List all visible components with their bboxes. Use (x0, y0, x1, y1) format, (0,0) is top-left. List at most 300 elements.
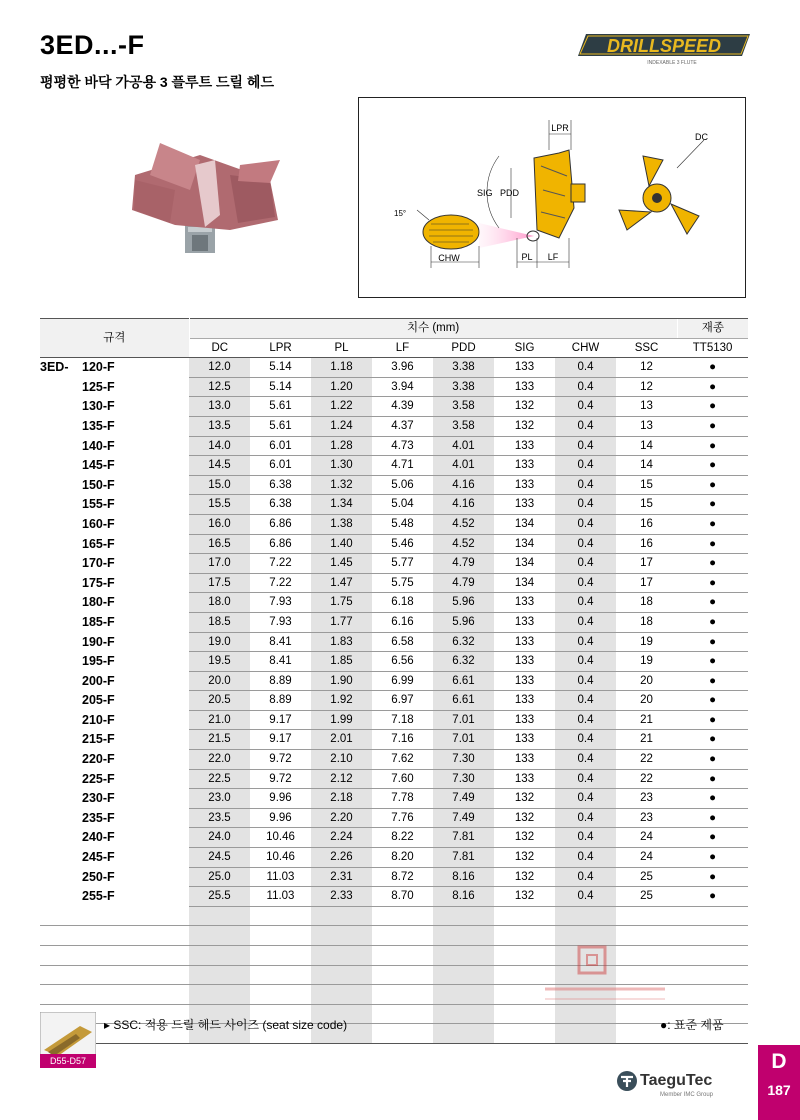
cell-sig: 133 (494, 632, 555, 652)
cell-lpr: 11.03 (250, 887, 311, 907)
drill-head-photo (120, 135, 290, 265)
table-row (40, 652, 748, 672)
cell-chw (555, 1024, 616, 1044)
page-number: 187 (767, 1082, 791, 1098)
cell-pdd: 4.16 (433, 475, 494, 495)
table-row (40, 397, 748, 417)
cell-sig: 132 (494, 848, 555, 868)
cell-ssc: 22 (616, 769, 677, 789)
cell-lpr: 6.01 (250, 436, 311, 456)
cell-dc: 15.5 (189, 495, 250, 515)
cell-lpr: 8.41 (250, 652, 311, 672)
spec-name (40, 965, 189, 985)
spec-name (40, 514, 189, 534)
spec-code: 240-F (82, 830, 115, 845)
table-row (40, 789, 748, 809)
cell-lf: 3.94 (372, 377, 433, 397)
spec-name (40, 730, 189, 750)
cell-lf: 7.60 (372, 769, 433, 789)
cell-dc: 16.5 (189, 534, 250, 554)
col-sig: SIG (514, 341, 535, 354)
table-row (40, 769, 748, 789)
spec-name (40, 612, 189, 632)
spec-code: 220-F (82, 752, 115, 767)
cell-pdd: 7.49 (433, 808, 494, 828)
cell-pdd (433, 1024, 494, 1044)
cell-pl (311, 906, 372, 926)
cell-pl: 1.90 (311, 671, 372, 691)
cell-tt5130: ● (677, 828, 748, 848)
logo-text: DRILLSPEED (606, 36, 722, 56)
cell-chw (555, 906, 616, 926)
logo-subtext: INDEXABLE 3 FLUTE (647, 60, 697, 66)
cell-ssc: 20 (616, 691, 677, 711)
cell-lpr: 10.46 (250, 828, 311, 848)
cell-tt5130: ● (677, 612, 748, 632)
cell-lf: 4.39 (372, 397, 433, 417)
cell-dc: 16.0 (189, 514, 250, 534)
page-title: 3ED...-F (40, 30, 145, 60)
spec-name (40, 397, 189, 417)
cell-dc: 20.0 (189, 671, 250, 691)
spec-code: 125-F (82, 379, 115, 394)
cell-pdd: 4.01 (433, 436, 494, 456)
cell-chw (555, 926, 616, 946)
cell-lpr: 5.61 (250, 416, 311, 436)
cell-dc: 14.0 (189, 436, 250, 456)
cell-pdd: 6.61 (433, 671, 494, 691)
cell-sig: 134 (494, 534, 555, 554)
cell-lpr (250, 926, 311, 946)
label-chw: CHW (438, 253, 460, 263)
cell-pdd: 7.81 (433, 828, 494, 848)
cell-sig: 133 (494, 436, 555, 456)
cell-lf: 5.04 (372, 495, 433, 515)
cell-tt5130: ● (677, 750, 748, 770)
cell-pl: 1.47 (311, 573, 372, 593)
cell-tt5130: ● (677, 416, 748, 436)
cell-lf: 7.16 (372, 730, 433, 750)
cell-tt5130: ● (677, 769, 748, 789)
cell-tt5130: ● (677, 573, 748, 593)
brand-name: TaeguTec (640, 1072, 713, 1089)
cell-pl: 1.32 (311, 475, 372, 495)
spec-code: 230-F (82, 791, 115, 806)
cell-ssc: 22 (616, 750, 677, 770)
cell-sig: 132 (494, 828, 555, 848)
cell-chw: 0.4 (555, 554, 616, 574)
cell-lf: 7.62 (372, 750, 433, 770)
cell-sig: 134 (494, 514, 555, 534)
cell-lpr: 9.17 (250, 710, 311, 730)
spec-code: 165-F (82, 536, 115, 551)
spec-code: 205-F (82, 693, 115, 708)
empty-table-row (40, 906, 748, 926)
cell-ssc: 12 (616, 377, 677, 397)
cell-lf (372, 965, 433, 985)
table-row (40, 377, 748, 397)
cell-lf: 6.16 (372, 612, 433, 632)
cell-sig (494, 1024, 555, 1044)
spec-name (40, 848, 189, 868)
table-row (40, 808, 748, 828)
cell-dc: 20.5 (189, 691, 250, 711)
table-row (40, 710, 748, 730)
cell-dc: 19.0 (189, 632, 250, 652)
spec-name (40, 926, 189, 946)
cell-tt5130 (677, 906, 748, 926)
cell-tt5130 (677, 946, 748, 966)
col-dc: DC (211, 341, 229, 354)
cell-pl: 2.24 (311, 828, 372, 848)
cell-sig: 133 (494, 377, 555, 397)
cell-pl: 1.18 (311, 358, 372, 378)
spec-name (40, 750, 189, 770)
spec-code: 200-F (82, 673, 115, 688)
cell-chw: 0.4 (555, 730, 616, 750)
spec-code: 225-F (82, 771, 115, 786)
col-pdd: PDD (451, 341, 476, 354)
cell-lpr (250, 906, 311, 926)
cell-lf: 6.99 (372, 671, 433, 691)
cell-ssc: 23 (616, 808, 677, 828)
spec-name (40, 652, 189, 672)
cell-sig: 133 (494, 652, 555, 672)
cell-chw: 0.4 (555, 514, 616, 534)
cell-ssc: 14 (616, 456, 677, 476)
cell-sig: 133 (494, 769, 555, 789)
cell-pdd (433, 906, 494, 926)
cell-tt5130: ● (677, 789, 748, 809)
spec-name (40, 671, 189, 691)
cell-sig: 133 (494, 358, 555, 378)
cell-pdd: 5.96 (433, 593, 494, 613)
cell-lpr: 6.86 (250, 514, 311, 534)
spec-code: 250-F (82, 869, 115, 884)
spec-name (40, 789, 189, 809)
cell-ssc: 14 (616, 436, 677, 456)
cell-pdd (433, 965, 494, 985)
cell-pdd: 4.16 (433, 495, 494, 515)
table-row (40, 730, 748, 750)
cell-dc: 21.5 (189, 730, 250, 750)
table-row (40, 848, 748, 868)
cell-lpr: 8.89 (250, 671, 311, 691)
spec-code: 185-F (82, 614, 115, 629)
cell-tt5130: ● (677, 456, 748, 476)
cell-pdd (433, 1004, 494, 1024)
cell-tt5130: ● (677, 377, 748, 397)
cell-pl: 1.45 (311, 554, 372, 574)
cell-lpr: 8.41 (250, 632, 311, 652)
col-tt5130: TT5130 (692, 341, 733, 354)
cell-ssc: 16 (616, 534, 677, 554)
cell-lf: 8.22 (372, 828, 433, 848)
cell-pl (311, 926, 372, 946)
cell-sig: 133 (494, 456, 555, 476)
cell-pdd: 4.52 (433, 534, 494, 554)
cell-pdd: 3.58 (433, 416, 494, 436)
spec-code: 155-F (82, 497, 115, 512)
cell-dc: 18.5 (189, 612, 250, 632)
spec-code: 145-F (82, 458, 115, 473)
cell-pdd: 8.16 (433, 867, 494, 887)
table-row (40, 495, 748, 515)
cell-tt5130: ● (677, 593, 748, 613)
table-row (40, 416, 748, 436)
spec-name (40, 769, 189, 789)
cell-lpr (250, 946, 311, 966)
cell-pdd: 7.49 (433, 789, 494, 809)
table-row (40, 671, 748, 691)
cell-sig: 132 (494, 416, 555, 436)
cell-ssc: 21 (616, 710, 677, 730)
cell-chw: 0.4 (555, 475, 616, 495)
cell-tt5130 (677, 965, 748, 985)
cell-tt5130: ● (677, 887, 748, 907)
cell-pdd: 8.16 (433, 887, 494, 907)
cell-dc: 14.5 (189, 456, 250, 476)
cell-dc: 19.5 (189, 652, 250, 672)
cell-sig: 133 (494, 730, 555, 750)
label-dc: DC (695, 132, 708, 142)
cell-pdd: 5.96 (433, 612, 494, 632)
cell-tt5130: ● (677, 554, 748, 574)
cell-lpr: 9.72 (250, 769, 311, 789)
cell-ssc: 18 (616, 612, 677, 632)
cell-ssc: 19 (616, 652, 677, 672)
spec-code: 135-F (82, 418, 115, 433)
label-lf: LF (547, 252, 559, 262)
cell-chw: 0.4 (555, 671, 616, 691)
cell-lpr: 6.38 (250, 495, 311, 515)
cell-pl: 1.77 (311, 612, 372, 632)
dimension-diagram (358, 97, 746, 298)
cell-lpr: 9.96 (250, 808, 311, 828)
cell-pl (311, 985, 372, 1005)
cell-dc: 23.0 (189, 789, 250, 809)
cell-dc: 24.5 (189, 848, 250, 868)
spec-name (40, 475, 189, 495)
col-lpr: LPR (269, 341, 292, 354)
spec-name (40, 828, 189, 848)
cell-lf: 5.46 (372, 534, 433, 554)
col-lf: LF (395, 341, 410, 354)
cell-ssc (616, 926, 677, 946)
cell-pdd (433, 985, 494, 1005)
spec-name (40, 554, 189, 574)
cell-lpr: 10.46 (250, 848, 311, 868)
cell-chw: 0.4 (555, 377, 616, 397)
cell-pl: 2.12 (311, 769, 372, 789)
spec-name (40, 906, 189, 926)
cell-lpr: 7.93 (250, 593, 311, 613)
table-row (40, 750, 748, 770)
cell-lpr: 6.38 (250, 475, 311, 495)
cell-sig: 132 (494, 867, 555, 887)
spec-code: 180-F (82, 595, 115, 610)
spec-name (40, 416, 189, 436)
cell-tt5130: ● (677, 358, 748, 378)
spec-code: 255-F (82, 889, 115, 904)
cell-lf: 5.77 (372, 554, 433, 574)
cell-sig: 133 (494, 593, 555, 613)
cell-ssc: 17 (616, 554, 677, 574)
cell-ssc: 13 (616, 397, 677, 417)
cell-lf: 5.48 (372, 514, 433, 534)
col-chw: CHW (571, 341, 600, 354)
spec-code: 245-F (82, 850, 115, 865)
cell-tt5130: ● (677, 652, 748, 672)
cell-tt5130: ● (677, 475, 748, 495)
cell-dc (189, 906, 250, 926)
cell-pl: 1.99 (311, 710, 372, 730)
spec-code: 140-F (82, 438, 115, 453)
cell-ssc: 17 (616, 573, 677, 593)
spec-code: 150-F (82, 477, 115, 492)
cell-chw: 0.4 (555, 691, 616, 711)
cell-chw: 0.4 (555, 808, 616, 828)
cell-tt5130: ● (677, 691, 748, 711)
cell-chw: 0.4 (555, 789, 616, 809)
cell-sig: 133 (494, 750, 555, 770)
cell-sig (494, 926, 555, 946)
cell-chw: 0.4 (555, 769, 616, 789)
cell-lpr: 5.14 (250, 377, 311, 397)
cell-lf: 8.70 (372, 887, 433, 907)
cell-lf: 5.06 (372, 475, 433, 495)
cell-chw: 0.4 (555, 534, 616, 554)
cell-sig: 132 (494, 887, 555, 907)
cell-chw: 0.4 (555, 867, 616, 887)
cell-chw: 0.4 (555, 456, 616, 476)
cell-sig: 133 (494, 495, 555, 515)
spec-code: 120-F (82, 360, 115, 375)
cell-dc (189, 946, 250, 966)
cell-sig: 132 (494, 808, 555, 828)
cell-sig: 133 (494, 671, 555, 691)
cell-lpr (250, 985, 311, 1005)
cell-chw: 0.4 (555, 710, 616, 730)
cell-lf: 6.56 (372, 652, 433, 672)
cell-pl: 1.85 (311, 652, 372, 672)
cell-pdd: 4.01 (433, 456, 494, 476)
spec-code: 170-F (82, 556, 115, 571)
cell-pdd: 6.32 (433, 652, 494, 672)
label-angle: 15° (394, 209, 407, 218)
cell-ssc: 15 (616, 475, 677, 495)
cell-ssc: 15 (616, 495, 677, 515)
cell-pdd: 7.01 (433, 710, 494, 730)
cell-lf: 7.76 (372, 808, 433, 828)
cell-tt5130: ● (677, 710, 748, 730)
cell-dc (189, 985, 250, 1005)
cell-pdd: 3.58 (433, 397, 494, 417)
cell-dc: 12.0 (189, 358, 250, 378)
cell-tt5130 (677, 926, 748, 946)
cell-tt5130: ● (677, 397, 748, 417)
cell-lf: 8.20 (372, 848, 433, 868)
header-material: 재종 (677, 319, 748, 339)
cell-chw: 0.4 (555, 573, 616, 593)
brand-subtitle: Member IMC Group (660, 1092, 714, 1098)
cell-lpr: 6.01 (250, 456, 311, 476)
spec-code: 175-F (82, 575, 115, 590)
cell-sig: 132 (494, 789, 555, 809)
cell-pdd: 3.38 (433, 377, 494, 397)
table-row (40, 612, 748, 632)
cell-pl: 2.01 (311, 730, 372, 750)
cell-pdd: 4.52 (433, 514, 494, 534)
label-pdd: PDD (500, 188, 520, 198)
cell-dc: 15.0 (189, 475, 250, 495)
cell-ssc: 18 (616, 593, 677, 613)
spec-name (40, 710, 189, 730)
cell-lf: 6.58 (372, 632, 433, 652)
cell-ssc: 21 (616, 730, 677, 750)
ssc-footnote: ▸ SSC: 적용 드릴 헤드 사이즈 (seat size code) (104, 1018, 348, 1032)
cell-pdd: 7.01 (433, 730, 494, 750)
cell-dc: 12.5 (189, 377, 250, 397)
cell-pl: 1.20 (311, 377, 372, 397)
cell-dc: 18.0 (189, 593, 250, 613)
cell-pdd: 6.32 (433, 632, 494, 652)
cell-lf: 7.78 (372, 789, 433, 809)
cell-lf: 7.18 (372, 710, 433, 730)
cell-lf (372, 1024, 433, 1044)
taegutec-logo-icon (616, 1070, 638, 1092)
col-ssc: SSC (634, 341, 659, 354)
cell-pl: 2.33 (311, 887, 372, 907)
spec-name (40, 985, 189, 1005)
table-row (40, 456, 748, 476)
cell-pl: 1.22 (311, 397, 372, 417)
cell-pdd (433, 946, 494, 966)
standard-product-legend: ●: 표준 제품 (660, 1018, 724, 1032)
cell-ssc: 24 (616, 848, 677, 868)
cell-chw: 0.4 (555, 358, 616, 378)
cell-pl: 1.92 (311, 691, 372, 711)
cell-lf: 4.73 (372, 436, 433, 456)
cell-chw: 0.4 (555, 612, 616, 632)
spec-code: 210-F (82, 712, 115, 727)
col-pl: PL (334, 341, 349, 354)
cell-sig: 133 (494, 612, 555, 632)
cell-pl (311, 965, 372, 985)
cell-ssc: 23 (616, 789, 677, 809)
cell-dc: 22.5 (189, 769, 250, 789)
cell-lf (372, 1004, 433, 1024)
cell-lpr: 9.17 (250, 730, 311, 750)
header-dims: 치수 (mm) (189, 319, 677, 339)
cell-sig: 133 (494, 475, 555, 495)
cell-pl: 2.26 (311, 848, 372, 868)
cell-pl: 1.38 (311, 514, 372, 534)
cell-pl: 1.83 (311, 632, 372, 652)
cell-dc: 25.0 (189, 867, 250, 887)
spec-code: 215-F (82, 732, 115, 747)
cell-chw: 0.4 (555, 436, 616, 456)
table-row (40, 358, 748, 378)
cell-ssc: 24 (616, 828, 677, 848)
cell-lf (372, 946, 433, 966)
page-reference-tag[interactable]: D55-D57 (40, 1054, 96, 1068)
spec-code: 160-F (82, 516, 115, 531)
table-row (40, 593, 748, 613)
cell-tt5130: ● (677, 671, 748, 691)
table-row (40, 691, 748, 711)
cell-lf: 4.71 (372, 456, 433, 476)
